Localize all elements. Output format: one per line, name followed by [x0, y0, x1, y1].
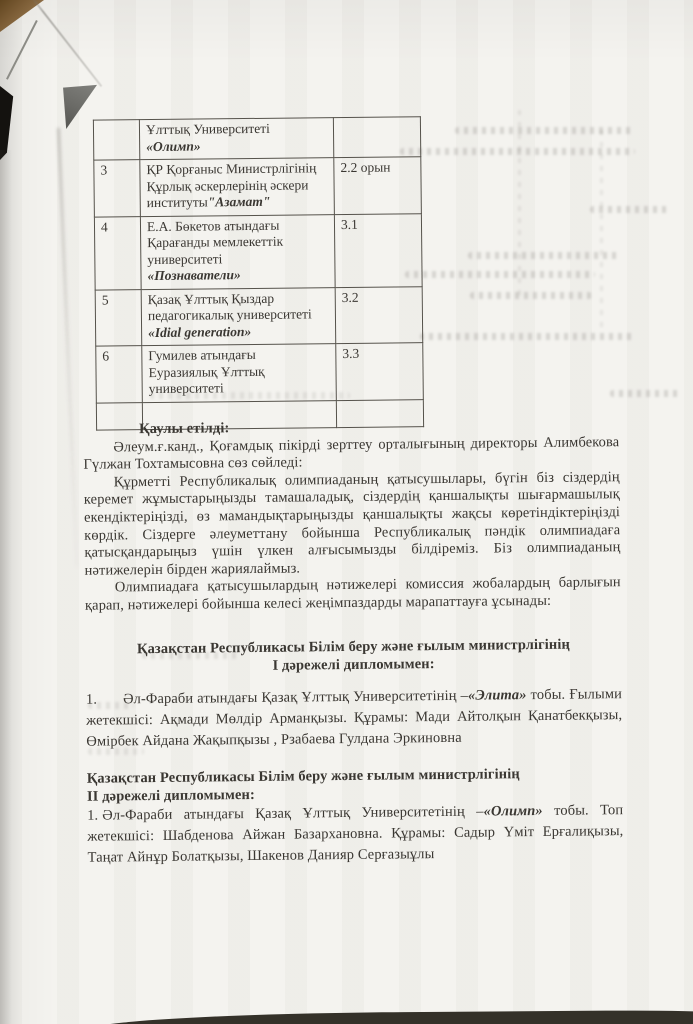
award2-item-prefix: Әл-Фараби атындағы Қазақ Ұлттық Университетінің – [102, 803, 484, 824]
table-row [95, 286, 423, 346]
university-name: Ұлттық Университеті [145, 120, 270, 138]
award1-heading-line1: Қазақстан Республикасы Білім беру және ғылым министрлігінің [136, 636, 570, 657]
score-cell: 2.2 орын [334, 157, 422, 214]
award1-item-prefix: Әл-Фараби атындағы Қазақ Ұлттық Университетінің – [122, 687, 469, 707]
table-row [93, 117, 420, 160]
score-cell: 3.1 [334, 213, 422, 287]
university-name: Қазақ Ұлттық Қыздар педагогикалық университеті [147, 290, 312, 324]
team-name: «Idial generation» [148, 323, 252, 340]
resolution-heading: Қаулы етілді: [139, 420, 230, 438]
score-cell: 3.2 [335, 286, 423, 343]
university-cell [142, 344, 337, 403]
item-number: 1. [87, 807, 99, 824]
award1-item-suffix: тобы. Ғылыми жетекшісі: Ақмади Мөлдір Арманқызы. Құрамы: Мади Айтолқын Қанатбекқызы, Өмірбек Айдана Жақыпқызы , Рзабаева Гулдана Эркиновна [86, 685, 623, 750]
award1-team-name: «Элита» [467, 686, 527, 704]
table-row [94, 213, 422, 289]
award2-item [87, 800, 624, 869]
award1-item [86, 684, 623, 753]
team-name: «Олимп» [146, 138, 201, 154]
university-name: Е.А. Бөкетов атындағы Қарағанды мемлекеттік университеті [146, 217, 284, 267]
university-cell [140, 214, 335, 289]
table-row [94, 157, 422, 217]
team-name: "Азамат" [207, 193, 271, 210]
award1-heading-line2: I дәрежелі дипломымен: [272, 655, 435, 674]
document-body [83, 416, 624, 868]
university-cell [139, 118, 333, 160]
award1-heading [85, 635, 621, 677]
award2-heading-line2: II дәрежелі дипломымен: [86, 786, 255, 805]
results-table [93, 116, 424, 430]
row-number-cell: 6 [96, 346, 143, 403]
university-name: ҚР Қорғаныс Министрлігінің Құрлық әскерлерінің әскери институты [146, 160, 317, 211]
results-table-body [93, 117, 423, 430]
university-name: Гумилев атындағы Еуразиялық Ұлттық университеті [148, 346, 265, 397]
row-number-cell: 5 [95, 289, 142, 346]
item-number: 1. [85, 691, 98, 708]
award2-team-name: «Олимп» [483, 802, 543, 820]
team-name: «Познаватели» [147, 267, 241, 284]
speaker-paragraph: Әлеум.ғ.канд., Қоғамдық пікірді зерттеу орталығының директоры Алимбекова Гүлжан Тохтамысовна сөз сөйледі: [83, 433, 620, 473]
row-number-cell: 3 [94, 160, 141, 217]
score-cell [333, 117, 420, 158]
university-cell [140, 158, 335, 217]
commission-paragraph: Олимпиадаға қатысушылардың нәтижелері комиссия жобалардың барлығын қарап, нәтижелері бойынша келесі жеңімпаздарды марапаттауға ұсынады: [84, 574, 621, 614]
award2-heading-line1: Қазақстан Республикасы Білім беру және ғылым министрлігінің [86, 765, 520, 787]
row-number-cell [93, 120, 139, 160]
award2-heading [87, 764, 623, 806]
award2-item-suffix: тобы. Топ жетекшісі: Шабденова Айжан Базархановна. Құрамы: Садыр Үміт Ерғалиқызы, Таңат Айнұр Болатқызы, Шакенов Данияр Серғазыұлы [87, 801, 624, 866]
row-number-cell: 4 [94, 216, 141, 289]
score-cell: 3.3 [336, 343, 424, 400]
university-cell [141, 287, 336, 346]
table-row [96, 343, 424, 403]
speech-paragraph: Құрметті Республикалық олимпиаданың қатысушылары, бүгін біз сіздердің керемет жұмыстарыңызды тамашаладық, сіздердің қаншалықты шығармашылық екендіктеріңізді, өз мамандықтарыңызды қаншалықты жақсы көретіндіктеріңізді көрдік. Сіздерге әлеуметтану бойынша Республикалық пәндік олимпиадаға қатысқандарыңыз үшін үлкен алғысымызды білдіреміз. Біз олимпиаданың нәтижелерін бірден жариялаймыз. [83, 468, 621, 579]
